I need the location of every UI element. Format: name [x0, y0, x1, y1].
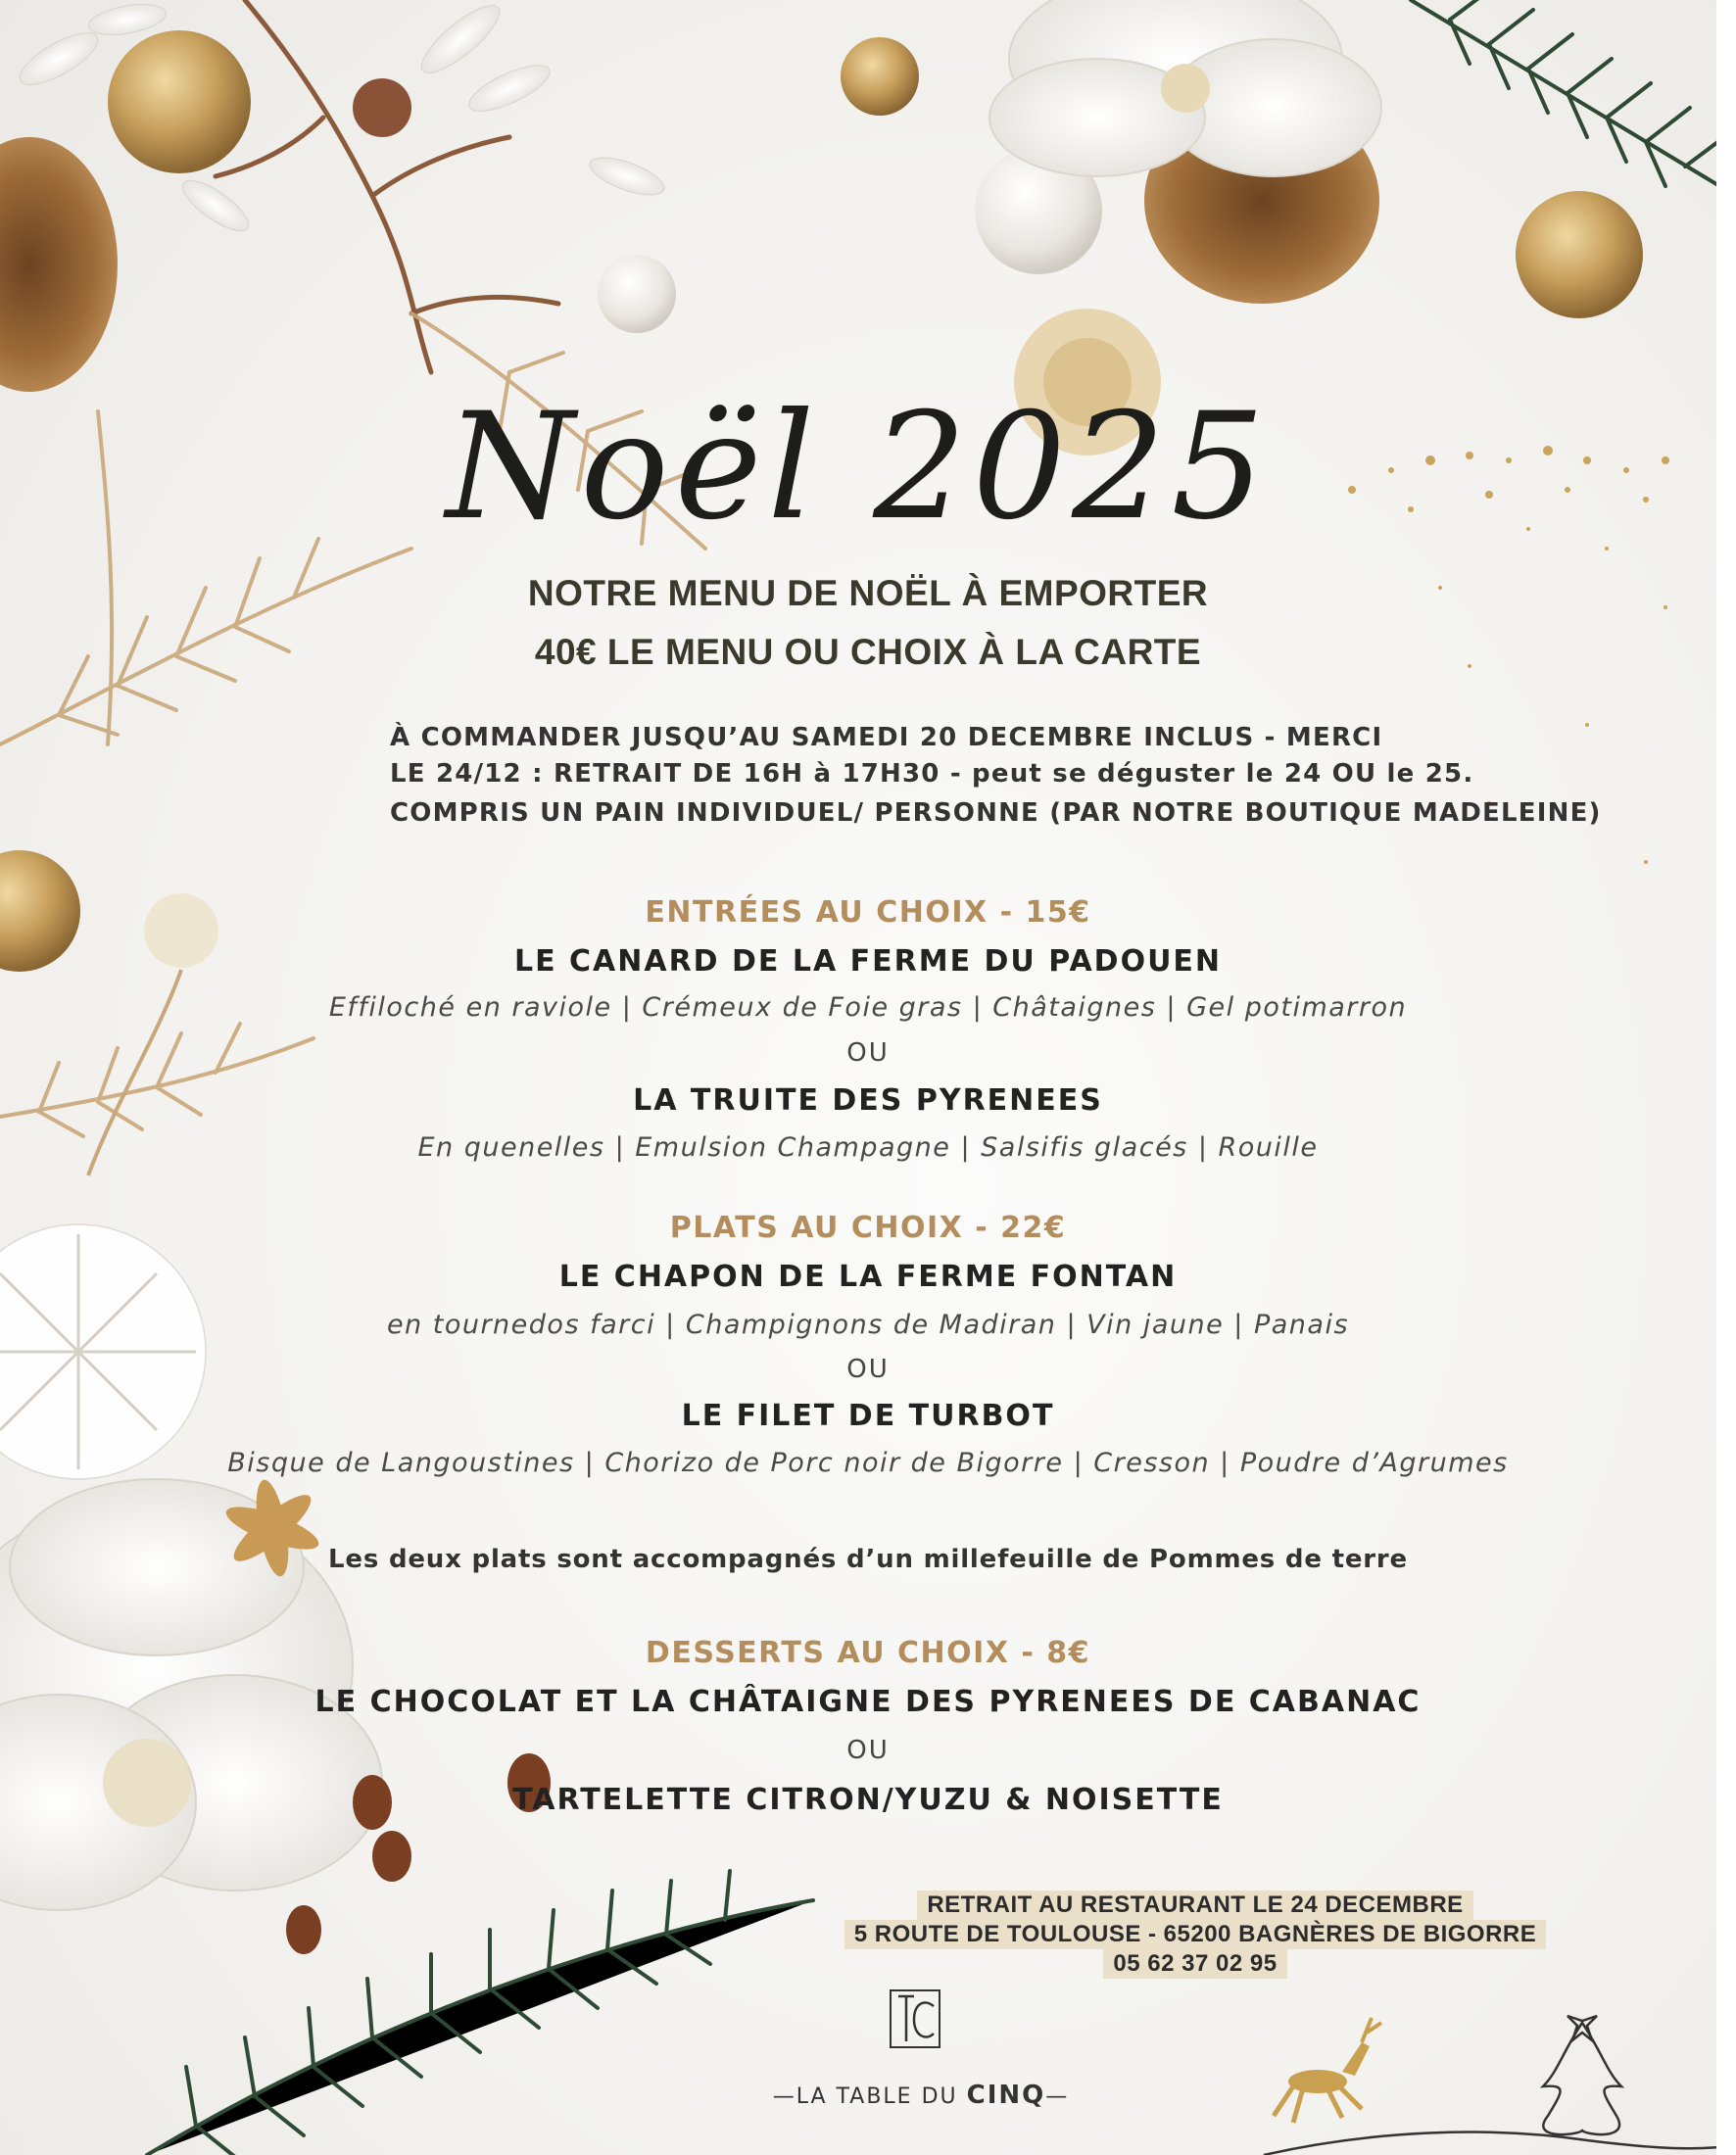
info-line2: LE 24/12 : RETRAIT DE 16H à 17H30 - peut se déguster le 24 OU le 25.	[390, 759, 1474, 789]
headline-line2: 40€ LE MENU OU CHOIX À LA CARTE	[534, 632, 1202, 672]
pickup-line3-wrap	[823, 1949, 1567, 1979]
pickup-line1: RETRAIT AU RESTAURANT LE 24 DECEMBRE	[917, 1891, 1472, 1920]
restaurant-name-suffix: —	[1045, 2084, 1070, 2109]
dessert-or: OU	[846, 1736, 890, 1765]
entree-desc-2: En quenelles | Emulsion Champagne | Salsifis glacés | Rouille	[417, 1132, 1319, 1163]
plat-desc-2: Bisque de Langoustines | Chorizo de Porc noir de Bigorre | Cresson | Poudre d’Agrumes	[227, 1448, 1509, 1478]
pickup-line2-wrap	[823, 1920, 1567, 1949]
headline-line1: NOTRE MENU DE NOËL À EMPORTER	[527, 573, 1209, 613]
restaurant-name-main: CINQ	[966, 2081, 1046, 2110]
plat-dish-2: LE FILET DE TURBOT	[681, 1399, 1055, 1433]
info-line3: COMPRIS UN PAIN INDIVIDUEL/ PERSONNE (PAR NOTRE BOUTIQUE MADELEINE)	[390, 798, 1602, 828]
restaurant-name-prefix: —LA TABLE DU	[772, 2084, 967, 2109]
plat-dish-1: LE CHAPON DE LA FERME FONTAN	[558, 1260, 1178, 1294]
desserts-title: DESSERTS AU CHOIX - 8€	[645, 1636, 1091, 1670]
pickup-line1-wrap	[823, 1891, 1567, 1920]
entrees-title: ENTRÉES AU CHOIX - 15€	[645, 895, 1091, 930]
entree-dish-1: LE CANARD DE LA FERME DU PADOUEN	[513, 944, 1223, 979]
dessert-dish-1: LE CHOCOLAT ET LA CHÂTAIGNE DES PYRENEES DE CABANAC	[314, 1685, 1422, 1719]
plats-note: Les deux plats sont accompagnés d’un millefeuille de Pommes de terre	[328, 1545, 1408, 1574]
dessert-dish-2: TARTELETTE CITRON/YUZU & NOISETTE	[512, 1783, 1224, 1817]
page-title: Noël 2025	[446, 382, 1271, 552]
page-edge	[1716, 0, 1736, 2155]
reindeer-icon	[1274, 2018, 1381, 2123]
entree-desc-1: Effiloché en raviole | Crémeux de Foie gras | Châtaignes | Gel potimarron	[328, 992, 1408, 1023]
pickup-address: 5 ROUTE DE TOULOUSE - 65200 BAGNÈRES DE BIGORRE	[844, 1920, 1547, 1949]
plat-desc-1: en tournedos farci | Champignons de Madiran | Vin jaune | Panais	[386, 1310, 1350, 1340]
pickup-phone: 05 62 37 02 95	[1103, 1949, 1286, 1979]
entree-or: OU	[846, 1038, 890, 1068]
restaurant-logo-icon	[885, 1985, 945, 2053]
info-line1: À COMMANDER JUSQU’AU SAMEDI 20 DECEMBRE INCLUS - MERCI	[390, 723, 1383, 752]
restaurant-name	[686, 2081, 1156, 2110]
entree-dish-2: LA TRUITE DES PYRENEES	[633, 1083, 1103, 1118]
plat-or: OU	[846, 1355, 890, 1384]
plats-title: PLATS AU CHOIX - 22€	[669, 1211, 1067, 1245]
